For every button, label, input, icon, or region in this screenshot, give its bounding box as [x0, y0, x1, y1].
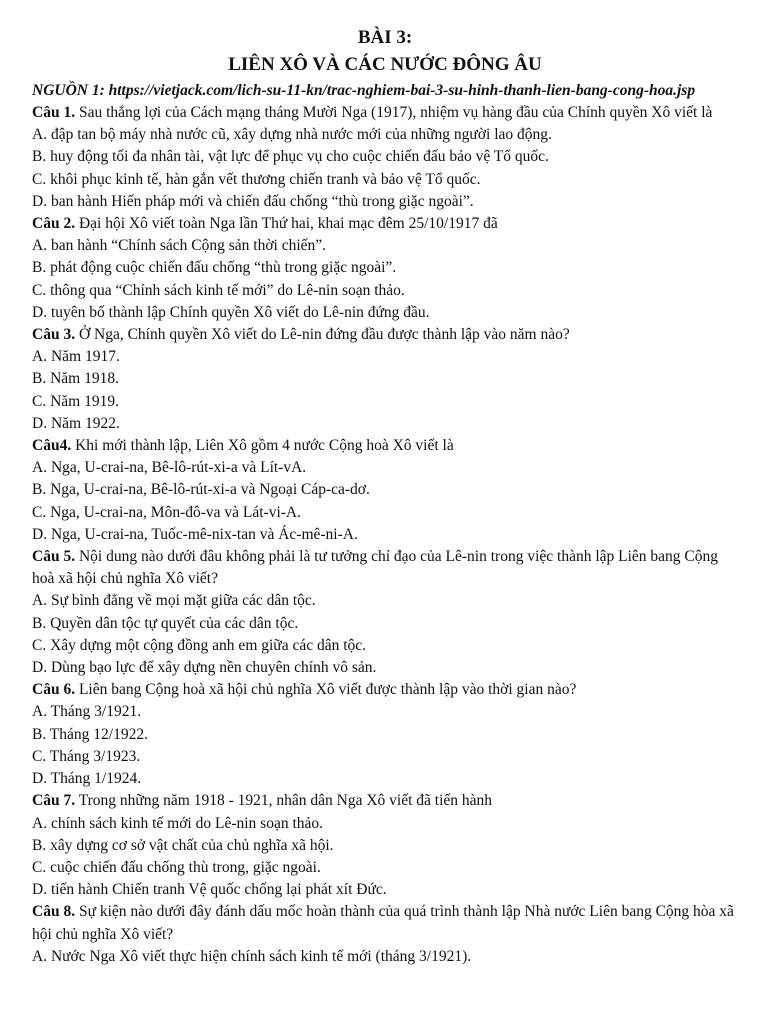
question-6	[32, 679, 738, 790]
answer-option: C. cuộc chiến đấu chống thù trong, giặc ngoài.	[32, 858, 321, 876]
answer-option: B. Nga, U-crai-na, Bê-lô-rút-xi-a và Ngoại Cáp-ca-dơ.	[32, 481, 370, 499]
answer-option: A. Năm 1917.	[32, 348, 120, 366]
question-text: Đại hội Xô viết toàn Nga lần Thứ hai, khai mạc đêm 25/10/1917 đã	[78, 215, 498, 233]
answer-option: D. tiến hành Chiến tranh Vệ quốc chống lại phát xít Đức.	[32, 881, 387, 899]
answer-option: C. thông qua “Chính sách kinh tế mới” do Lê-nin soạn thảo.	[32, 281, 405, 299]
question-stem	[32, 546, 738, 590]
answer-option: C. Nga, U-crai-na, Môn-đô-va và Lát-vi-A.	[32, 503, 302, 521]
question-stem	[32, 790, 738, 812]
question-text: Khi mới thành lập, Liên Xô gồm 4 nước Cộng hoà Xô viết là	[75, 437, 454, 455]
question-stem	[32, 679, 738, 701]
answer-option: A. Tháng 3/1921.	[32, 703, 142, 721]
answer-option: B. xây dựng cơ sở vật chất của chủ nghĩa xã hội.	[32, 836, 334, 854]
answer-option: A. chính sách kinh tế mới do Lê-nin soạn thảo.	[32, 814, 324, 832]
question-stem	[32, 102, 738, 124]
answer-option: B. Tháng 12/1922.	[32, 725, 148, 743]
answer-option: A. ban hành “Chính sách Cộng sản thời chiến”.	[32, 237, 327, 255]
question-text: Trong những năm 1918 - 1921, nhân dân Nga Xô viết đã tiến hành	[78, 792, 493, 810]
question-stem	[32, 324, 738, 346]
answer-option: B. Năm 1918.	[32, 370, 119, 388]
question-stem	[32, 435, 738, 457]
question-text: Nội dung nào dưới đâu không phải là tư tưởng chỉ đạo của Lê-nin trong việc thành lập Liên bang Cộng hoà xã hội chủ nghĩa Xô viết?	[32, 548, 719, 588]
question-text: Sự kiện nào dưới đây đánh dấu mốc hoàn thành của quá trình thành lập Nhà nước Liên bang Cộng hòa xã hội chủ nghĩa Xô viết?	[32, 903, 734, 943]
question-number: Câu 3.	[32, 326, 76, 344]
answer-option: D. Dùng bạo lực để xây dựng nền chuyên chính vô sản.	[32, 659, 377, 677]
question-1	[32, 102, 738, 213]
question-number: Câu 6.	[32, 681, 76, 699]
answer-option: B. Quyền dân tộc tự quyết của các dân tộc.	[32, 614, 299, 632]
answer-option: A. Nga, U-crai-na, Bê-lô-rút-xi-a và Lít-vA.	[32, 459, 307, 477]
question-3	[32, 324, 738, 435]
lesson-subtitle: LIÊN XÔ VÀ CÁC NƯỚC ĐÔNG ÂU	[228, 54, 542, 75]
answer-option: C. Xây dựng một cộng đồng anh em giữa các dân tộc.	[32, 636, 367, 654]
answer-option: A. Sự bình đẳng về mọi mặt giữa các dân tộc.	[32, 592, 316, 610]
question-number: Câu 7.	[32, 792, 76, 810]
answer-option: A. Nước Nga Xô viết thực hiện chính sách kinh tế mới (tháng 3/1921).	[32, 947, 472, 965]
answer-option: D. ban hành Hiến pháp mới và chiến đấu chống “thù trong giặc ngoài”.	[32, 192, 474, 210]
answer-option: B. huy động tối đa nhân tài, vật lực để phục vụ cho cuộc chiến đấu bảo vệ Tổ quốc.	[32, 148, 549, 166]
lesson-title: BÀI 3:	[357, 27, 413, 48]
question-4	[32, 435, 738, 546]
answer-option: D. tuyên bố thành lập Chính quyền Xô viết do Lê-nin đứng đầu.	[32, 303, 430, 321]
question-number: Câu 1.	[32, 104, 76, 121]
answer-option: D. Nga, U-crai-na, Tuốc-mê-nix-tan và Ác-mê-ni-A.	[32, 525, 358, 543]
question-2	[32, 213, 738, 324]
question-stem	[32, 901, 738, 945]
question-text: Sau thắng lợi của Cách mạng tháng Mười Nga (1917), nhiệm vụ hàng đầu của Chính quyền Xô viết là	[78, 104, 713, 121]
answer-option: B. phát động cuộc chiến đấu chống “thù trong giặc ngoài”.	[32, 259, 397, 277]
answer-option: C. Tháng 3/1923.	[32, 747, 141, 765]
question-text: Liên bang Cộng hoà xã hội chủ nghĩa Xô viết được thành lập vào thời gian nào?	[78, 681, 577, 699]
answer-option: C. Năm 1919.	[32, 392, 119, 410]
answer-option: C. khôi phục kinh tế, hàn gắn vết thương chiến tranh và bảo vệ Tổ quốc.	[32, 170, 481, 188]
question-number: Câu 8.	[32, 903, 76, 921]
answer-option: D. Năm 1922.	[32, 414, 120, 432]
question-5	[32, 546, 738, 679]
question-number: Câu 5.	[32, 548, 76, 566]
question-text: Ở Nga, Chính quyền Xô viết do Lê-nin đứng đầu được thành lập vào năm nào?	[78, 326, 570, 344]
question-8	[32, 901, 738, 968]
question-number: Câu 2.	[32, 215, 76, 233]
question-stem	[32, 213, 738, 235]
answer-option: A. đập tan bộ máy nhà nước cũ, xây dựng nhà nước mới của những người lao động.	[32, 126, 552, 144]
question-7	[32, 790, 738, 901]
question-number: Câu4.	[32, 437, 72, 455]
answer-option: D. Tháng 1/1924.	[32, 770, 142, 788]
source-line: NGUỒN 1: https://vietjack.com/lich-su-11-kn/trac-nghiem-bai-3-su-hinh-thanh-lien-bang-cong-hoa.jsp	[32, 82, 696, 99]
